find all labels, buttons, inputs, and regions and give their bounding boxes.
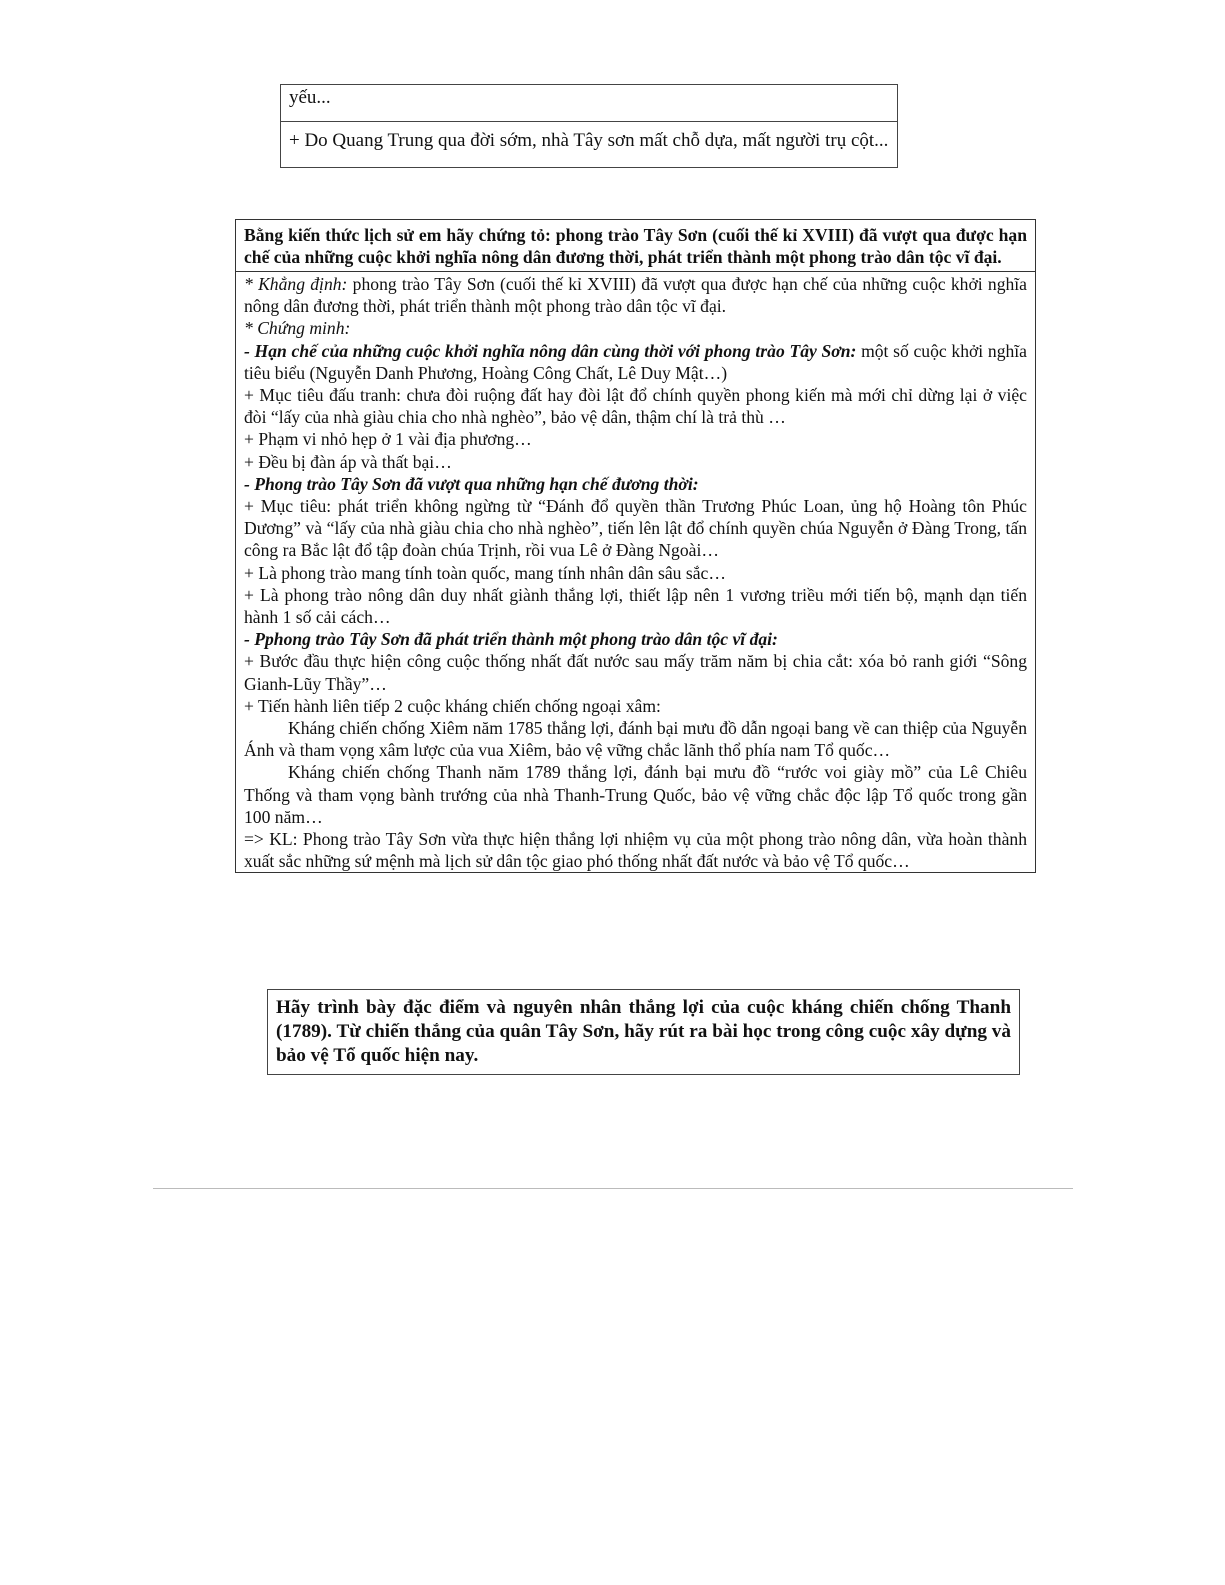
list-item: + Mục tiêu đấu tranh: chưa đòi ruộng đất hay đòi lật đổ chính quyền phong kiến mà mới chỉ dừng lại ở việc đòi “lấy của nhà giàu chia cho nhà nghèo”, bảo vệ dân, thậm chí là trả thù … [244, 385, 1027, 428]
khang-dinh-paragraph [244, 273, 1027, 317]
conclusion-paragraph: => KL: Phong trào Tây Sơn vừa thực hiện thắng lợi nhiệm vụ của một phong trào nông dân, vừa hoàn thành xuất sắc những sứ mệnh mà lịch sử dân tộc giao phó thống nhất đất nước và bảo vệ Tổ quốc… [244, 829, 1027, 872]
list-item: + Mục tiêu: phát triển không ngừng từ “Đánh đổ quyền thần Trương Phúc Loan, ủng hộ Hoàng tôn Phúc Dương” và “lấy của nhà giàu chia cho nhà nghèo”, tiến lên lật đổ chính quyền chúa Nguyễn ở Đàng Trong, tấn công ra Bắc lật đổ tập đoàn chúa Trịnh, rồi vua Lê ở Đàng Ngoài… [244, 496, 1027, 561]
list-item: + Tiến hành liên tiếp 2 cuộc kháng chiến chống ngoại xâm: [244, 695, 661, 716]
list-item: + Phạm vi nhỏ hẹp ở 1 vài địa phương… [244, 429, 532, 450]
chung-minh-label: * Chứng minh: [244, 318, 351, 339]
list-item: + Là phong trào nông dân duy nhất giành thắng lợi, thiết lập nên 1 vương triều mới tiến bộ, mạnh dạn tiến hành 1 số cải cách… [244, 584, 1027, 628]
xiem-paragraph: Kháng chiến chống Xiêm năm 1785 thắng lợi, đánh bại mưu đồ dẫn ngoại bang về can thiệp của Nguyễn Ánh và tham vọng xâm lược của vua Xiêm, bảo vệ vững chắc lãnh thổ phía nam Tổ quốc… [244, 718, 1028, 761]
khang-dinh-label: * Khẳng định: [244, 274, 348, 294]
han-che-heading: - Hạn chế của những cuộc khởi nghĩa nông dân cùng thời với phong trào Tây Sơn: [244, 340, 857, 361]
page-divider [153, 1188, 1073, 1189]
previous-answer-row: yếu... [281, 85, 897, 122]
han-che-paragraph [244, 340, 1027, 384]
previous-answer-box [280, 84, 898, 168]
han-che-text: một số cuộc khởi nghĩa tiêu biểu (Nguyễn Danh Phương, Hoàng Công Chất, Lê Duy Mật…) [244, 340, 1027, 383]
question-box: Hãy trình bày đặc điểm và nguyên nhân thắng lợi của cuộc kháng chiến chống Thanh (1789). Từ chiến thắng của quân Tây Sơn, hãy rút ra bài học trong công cuộc xây dựng và bảo vệ Tổ quốc hiện nay. [267, 989, 1020, 1075]
list-item: + Là phong trào mang tính toàn quốc, mang tính nhân dân sâu sắc… [244, 562, 726, 583]
previous-answer-row: + Do Quang Trung qua đời sớm, nhà Tây sơn mất chỗ dựa, mất người trụ cột... [289, 130, 889, 151]
phat-trien-heading: - Pphong trào Tây Sơn đã phát triển thành một phong trào dân tộc vĩ đại: [244, 629, 778, 650]
list-item: + Đều bị đàn áp và thất bại… [244, 451, 452, 472]
thanh-paragraph: Kháng chiến chống Thanh năm 1789 thắng lợi, đánh bại mưu đồ “rước voi giày mồ” của Lê Chiêu Thống và tham vọng bành trướng của nhà Thanh-Trung Quốc, bảo vệ vững chắc độc lập Tổ quốc trong gần 100 năm… [244, 762, 1027, 827]
vuot-qua-heading: - Phong trào Tây Sơn đã vượt qua những hạn chế đương thời: [244, 473, 699, 494]
question-heading: Bằng kiến thức lịch sử em hãy chứng tỏ: phong trào Tây Sơn (cuối thế kỉ XVIII) đã vượt qua được hạn chế của những cuộc khởi nghĩa nông dân đương thời, phát triển thành một phong trào dân tộc vĩ đại. [236, 220, 1035, 272]
tay-son-answer-box [235, 219, 1036, 873]
list-item: + Bước đầu thực hiện công cuộc thống nhất đất nước sau mấy trăm năm bị chia cắt: xóa bỏ ranh giới “Sông Gianh-Lũy Thầy”… [244, 651, 1027, 694]
answer-body [236, 272, 1035, 872]
khang-dinh-text: phong trào Tây Sơn (cuối thế kỉ XVIII) đã vượt qua được hạn chế của những cuộc khởi nghĩa nông dân đương thời, phát triển thành một phong trào dân tộc vĩ đại. [244, 274, 1027, 317]
